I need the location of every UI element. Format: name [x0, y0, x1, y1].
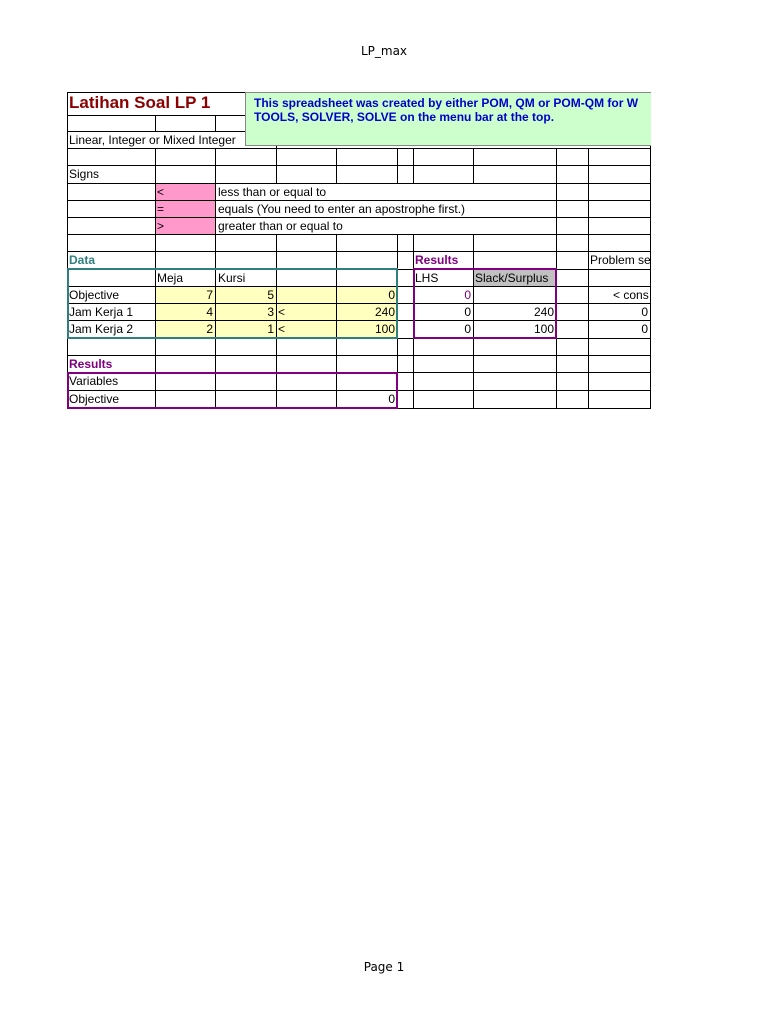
row-v1: 4: [206, 305, 213, 319]
row-rhs: 240: [374, 305, 395, 319]
row-rhs: 100: [374, 322, 395, 336]
problem-type: Linear, Integer or Mixed Integer: [69, 133, 236, 147]
problem-label: Problem se: [590, 253, 651, 267]
row-lhs: 0: [464, 305, 471, 319]
row-v1: 2: [206, 322, 213, 336]
row-slack: 240: [533, 305, 554, 319]
objective-label: Objective: [69, 392, 120, 406]
col-meja: Meja: [157, 271, 184, 285]
col-kursi: Kursi: [218, 271, 246, 285]
spreadsheet: [67, 92, 651, 410]
page-header: LP_max: [360, 44, 408, 58]
sign-meaning-lt: less than or equal to: [218, 185, 327, 199]
sheet-title: Latihan Soal LP 1: [69, 93, 211, 112]
row-name: Jam Kerja 2: [69, 322, 134, 336]
info-note: [245, 92, 651, 146]
row-v1: 7: [206, 288, 213, 302]
sign-symbol-lt: <: [157, 185, 165, 199]
row-slack: 100: [533, 322, 554, 336]
row-rhs: 0: [388, 288, 395, 302]
row-extra: 0: [641, 305, 648, 319]
row-lhs: 0: [464, 288, 471, 302]
sign-symbol-gt: >: [157, 219, 165, 233]
row-extra: 0: [641, 322, 648, 336]
variables-label: Variables: [69, 374, 119, 388]
final-results-label: Results: [69, 357, 113, 371]
col-lhs: LHS: [415, 271, 439, 285]
signs-label: Signs: [69, 167, 100, 181]
col-slack: Slack/Surplus: [475, 271, 549, 285]
page-footer: Page 1: [363, 960, 405, 974]
row-name: Jam Kerja 1: [69, 305, 134, 319]
results-section-label: Results: [415, 253, 459, 267]
objective-value: 0: [388, 392, 395, 406]
row-v2: 5: [267, 288, 274, 302]
sign-meaning-eq: equals (You need to enter an apostrophe first.): [218, 202, 466, 216]
row-v2: 1: [267, 322, 274, 336]
row-v2: 3: [267, 305, 274, 319]
row-sign: <: [278, 322, 286, 336]
row-lhs: 0: [464, 322, 471, 336]
sign-meaning-gt: greater than or equal to: [218, 219, 343, 233]
info-note-line1: This spreadsheet was created by either POM, QM or POM-QM for W: [254, 96, 639, 110]
data-section-label: Data: [69, 253, 96, 267]
row-name: Objective: [69, 288, 120, 302]
sign-symbol-eq: =: [157, 202, 165, 216]
row-extra: < cons: [613, 288, 649, 302]
row-sign: <: [278, 305, 286, 319]
info-note-line2: TOOLS, SOLVER, SOLVE on the menu bar at the top.: [254, 110, 555, 124]
